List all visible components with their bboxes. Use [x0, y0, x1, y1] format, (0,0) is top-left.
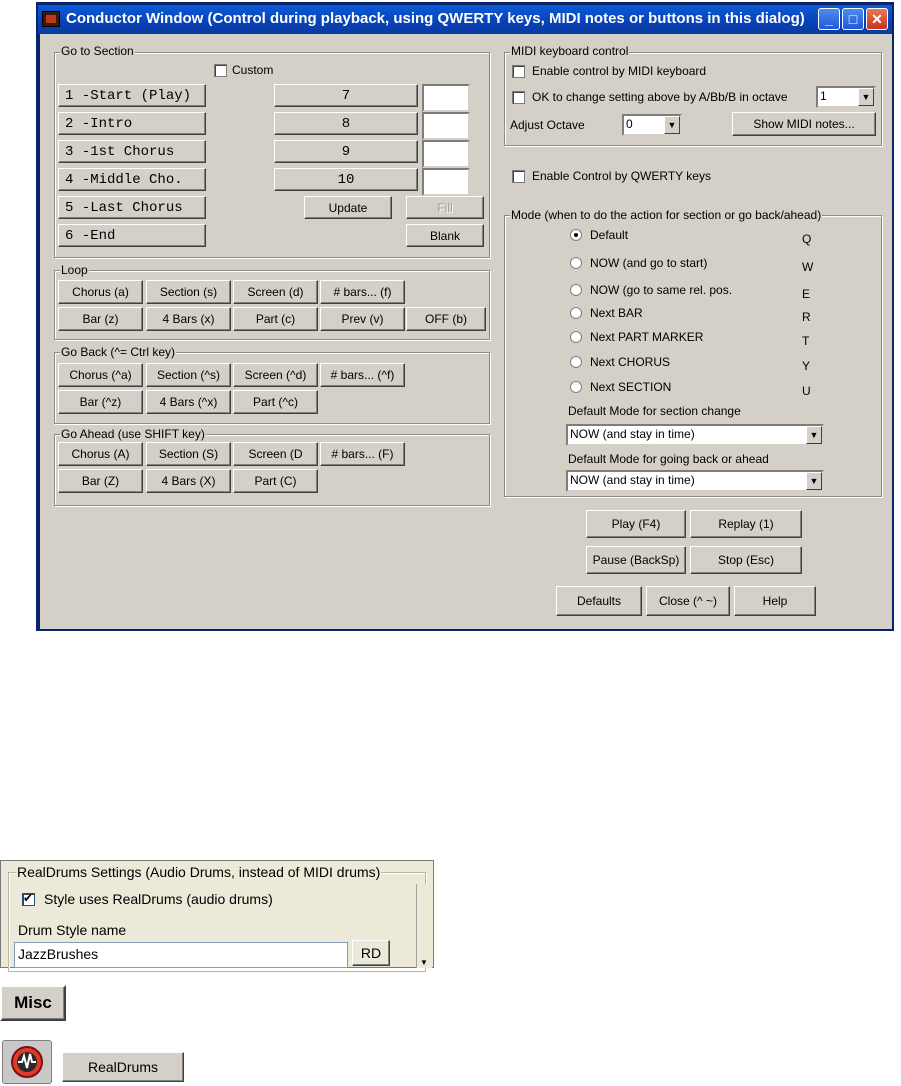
back-section-button[interactable]: Section (^s): [146, 363, 231, 387]
section-8-button[interactable]: 8: [274, 112, 418, 135]
back-ahead-select[interactable]: NOW (and stay in time): [566, 470, 824, 492]
section-2-button[interactable]: 2 -Intro: [58, 112, 206, 135]
loop-section-button[interactable]: Section (s): [146, 280, 231, 304]
mode-option-key: U: [802, 384, 811, 398]
octave-select[interactable]: 1: [816, 86, 876, 108]
loop-4bars-button[interactable]: 4 Bars (x): [146, 307, 231, 331]
loop-bars-button[interactable]: # bars... (f): [320, 280, 405, 304]
blank-button[interactable]: Blank: [406, 224, 484, 247]
realdrums-icon: [3, 1041, 51, 1083]
maximize-button[interactable]: □: [842, 8, 864, 30]
back-ahead-label: Default Mode for going back or ahead: [568, 452, 769, 466]
enable-qwerty-label: Enable Control by QWERTY keys: [532, 169, 711, 183]
drum-style-name-input[interactable]: JazzBrushes: [14, 942, 348, 968]
mode-radio-default[interactable]: [570, 229, 582, 241]
section-9-bar-field[interactable]: [422, 140, 470, 168]
mode-option-label: NOW (and go to start): [590, 256, 708, 270]
section-5-button[interactable]: 5 -Last Chorus: [58, 196, 206, 219]
go-back-label: Go Back (^= Ctrl key): [61, 345, 175, 359]
mode-option-label: Next PART MARKER: [590, 330, 704, 344]
mode-option-key: Q: [802, 232, 812, 246]
ahead-bar-button[interactable]: Bar (Z): [58, 469, 143, 493]
ahead-4bars-button[interactable]: 4 Bars (X): [146, 469, 231, 493]
mode-option-key: E: [802, 287, 811, 301]
update-button[interactable]: Update: [304, 196, 392, 219]
play-button[interactable]: Play (F4): [586, 510, 686, 538]
ahead-chorus-button[interactable]: Chorus (A): [58, 442, 143, 466]
section-change-select[interactable]: NOW (and stay in time): [566, 424, 824, 446]
mode-label: Mode (when to do the action for section or go back/ahead): [511, 208, 822, 222]
chevron-down-icon[interactable]: ▼: [420, 958, 428, 967]
app-icon: [42, 11, 60, 27]
chevron-down-icon[interactable]: ▼: [806, 426, 822, 444]
custom-checkbox[interactable]: [214, 64, 227, 77]
mode-option-label: Next CHORUS: [590, 355, 671, 369]
close-button[interactable]: Close (^ ~): [646, 586, 730, 616]
loop-off-button[interactable]: OFF (b): [406, 307, 486, 331]
go-ahead-label: Go Ahead (use SHIFT key): [61, 427, 205, 441]
section-4-button[interactable]: 4 -Middle Cho.: [58, 168, 206, 191]
loop-prev-button[interactable]: Prev (v): [320, 307, 405, 331]
ahead-bars-button[interactable]: # bars... (F): [320, 442, 405, 466]
midi-control-label: MIDI keyboard control: [511, 44, 629, 58]
minimize-button[interactable]: _: [818, 8, 840, 30]
enable-midi-label: Enable control by MIDI keyboard: [532, 64, 707, 78]
style-uses-realdrums-label: Style uses RealDrums (audio drums): [44, 891, 273, 907]
back-bar-button[interactable]: Bar (^z): [58, 390, 143, 414]
custom-label: Custom: [232, 63, 274, 77]
stop-button[interactable]: Stop (Esc): [690, 546, 802, 574]
mode-option-label: Default: [590, 228, 629, 242]
style-uses-realdrums-checkbox[interactable]: [22, 893, 35, 906]
loop-bar-button[interactable]: Bar (z): [58, 307, 143, 331]
realdrums-icon-button[interactable]: [2, 1040, 52, 1084]
enable-qwerty-checkbox[interactable]: [512, 170, 525, 183]
mode-radio-next-section[interactable]: [570, 381, 582, 393]
ok-change-checkbox[interactable]: [512, 91, 525, 104]
realdrums-group-label: RealDrums Settings (Audio Drums, instead of MIDI drums): [17, 864, 381, 880]
pause-button[interactable]: Pause (BackSp): [586, 546, 686, 574]
back-4bars-button[interactable]: 4 Bars (^x): [146, 390, 231, 414]
mode-radio-next-part[interactable]: [570, 331, 582, 343]
section-8-bar-field[interactable]: [422, 112, 470, 140]
section-7-button[interactable]: 7: [274, 84, 418, 107]
adjust-octave-select[interactable]: 0: [622, 114, 682, 136]
loop-label: Loop: [61, 263, 88, 277]
loop-chorus-button[interactable]: Chorus (a): [58, 280, 143, 304]
chevron-down-icon[interactable]: ▼: [858, 88, 874, 106]
replay-button[interactable]: Replay (1): [690, 510, 802, 538]
mode-option-key: T: [802, 334, 810, 348]
adjust-octave-label: Adjust Octave: [510, 118, 585, 132]
chevron-down-icon[interactable]: ▼: [806, 472, 822, 490]
section-change-label: Default Mode for section change: [568, 404, 741, 418]
show-midi-notes-button[interactable]: Show MIDI notes...: [732, 112, 876, 136]
rd-button[interactable]: RD: [352, 940, 390, 966]
back-screen-button[interactable]: Screen (^d): [233, 363, 318, 387]
chevron-down-icon[interactable]: ▼: [664, 116, 680, 134]
mode-option-key: W: [802, 260, 814, 274]
panel-scrollbar[interactable]: [416, 884, 432, 968]
mode-option-key: Y: [802, 359, 811, 373]
mode-radio-next-chorus[interactable]: [570, 356, 582, 368]
fill-button[interactable]: Fill: [406, 196, 484, 219]
back-part-button[interactable]: Part (^c): [233, 390, 318, 414]
help-button[interactable]: Help: [734, 586, 816, 616]
mode-option-key: R: [802, 310, 811, 324]
loop-part-button[interactable]: Part (c): [233, 307, 318, 331]
back-bars-button[interactable]: # bars... (^f): [320, 363, 405, 387]
mode-option-label: NOW (go to same rel. pos.: [590, 283, 733, 297]
window-title: Conductor Window (Control during playback, using QWERTY keys, MIDI notes or buttons in this dialog): [66, 10, 805, 27]
section-10-bar-field[interactable]: [422, 168, 470, 196]
mode-radio-now-same[interactable]: [570, 284, 582, 296]
mode-option-label: Next SECTION: [590, 380, 672, 394]
section-3-button[interactable]: 3 -1st Chorus: [58, 140, 206, 163]
ahead-screen-button[interactable]: Screen (D: [233, 442, 318, 466]
misc-button[interactable]: Misc: [0, 985, 66, 1021]
close-window-button[interactable]: ✕: [866, 8, 888, 30]
section-7-bar-field[interactable]: [422, 84, 470, 112]
loop-screen-button[interactable]: Screen (d): [233, 280, 318, 304]
back-chorus-button[interactable]: Chorus (^a): [58, 363, 143, 387]
realdrums-button[interactable]: RealDrums: [62, 1052, 184, 1082]
section-6-button[interactable]: 6 -End: [58, 224, 206, 247]
section-1-button[interactable]: 1 -Start (Play): [58, 84, 206, 107]
defaults-button[interactable]: Defaults: [556, 586, 642, 616]
enable-midi-checkbox[interactable]: [512, 65, 525, 78]
mode-radio-now-start[interactable]: [570, 257, 582, 269]
ahead-section-button[interactable]: Section (S): [146, 442, 231, 466]
section-9-button[interactable]: 9: [274, 140, 418, 163]
ahead-part-button[interactable]: Part (C): [233, 469, 318, 493]
go-to-section-label: Go to Section: [61, 44, 134, 58]
section-10-button[interactable]: 10: [274, 168, 418, 191]
mode-radio-next-bar[interactable]: [570, 307, 582, 319]
drum-style-name-label: Drum Style name: [18, 922, 127, 938]
mode-option-label: Next BAR: [590, 306, 643, 320]
ok-change-label: OK to change setting above by A/Bb/B in octave: [532, 90, 788, 104]
